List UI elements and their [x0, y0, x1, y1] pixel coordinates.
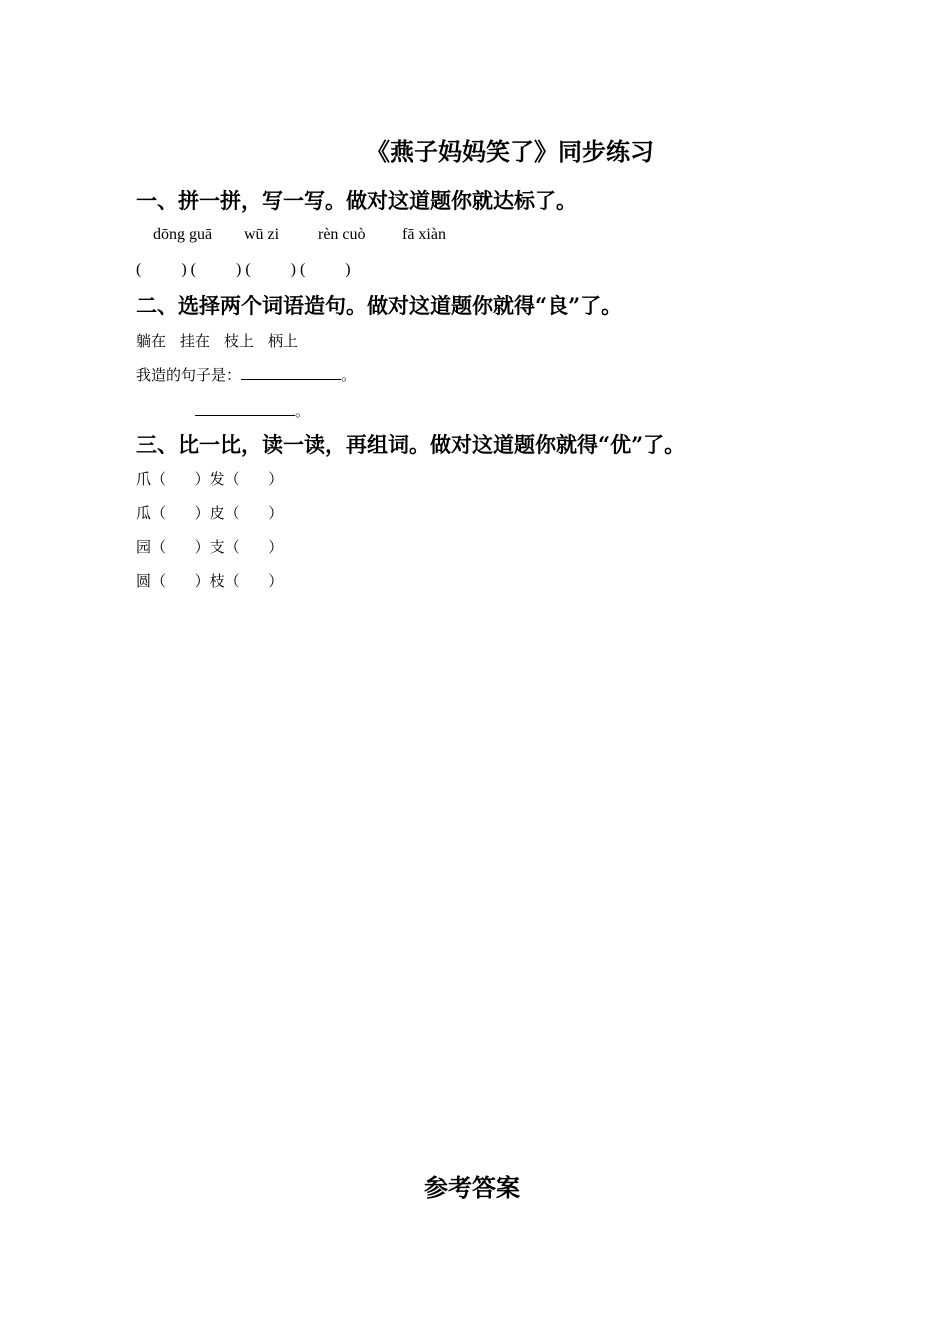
pinyin-item: wū zi — [244, 226, 280, 243]
section-2-heading: 二、选择两个词语造句。做对这道题你就得“良”了。 — [136, 293, 623, 318]
sentence-period: 。 — [341, 366, 357, 384]
word-choice: 躺在 — [136, 332, 167, 350]
word-group-row: 园（ ）支（ ） — [136, 538, 284, 556]
pinyin-item: rèn cuò — [318, 226, 366, 243]
sentence-line-2 — [195, 400, 310, 421]
word-group-row: 圆（ ）枝（ ） — [136, 572, 284, 590]
word-group-row: 爪（ ）发（ ） — [136, 470, 284, 488]
sentence-period: 。 — [295, 402, 311, 420]
section-3-heading: 三、比一比，读一读，再组词。做对这道题你就得“优”了。 — [136, 432, 686, 457]
answer-key-title: 参考答案 — [424, 1173, 520, 1202]
page-title: 《燕子妈妈笑了》同步练习 — [366, 137, 654, 166]
sentence-line-1 — [136, 364, 356, 385]
sentence-blank-1[interactable] — [241, 365, 341, 380]
answer-parentheses: ( ) ( ) ( ) ( ) — [136, 261, 351, 278]
pinyin-item: dōng guā — [153, 226, 213, 243]
word-choice: 挂在 — [180, 332, 211, 350]
word-choice: 柄上 — [268, 332, 299, 350]
word-choice: 枝上 — [224, 332, 255, 350]
sentence-label: 我造的句子是： — [136, 366, 242, 384]
section-1-heading: 一、拼一拼，写一写。做对这道题你就达标了。 — [136, 188, 577, 213]
sentence-blank-2[interactable] — [195, 401, 295, 416]
pinyin-item: fā xiàn — [402, 226, 446, 243]
word-group-row: 瓜（ ）皮（ ） — [136, 504, 284, 522]
word-choices — [136, 330, 312, 351]
